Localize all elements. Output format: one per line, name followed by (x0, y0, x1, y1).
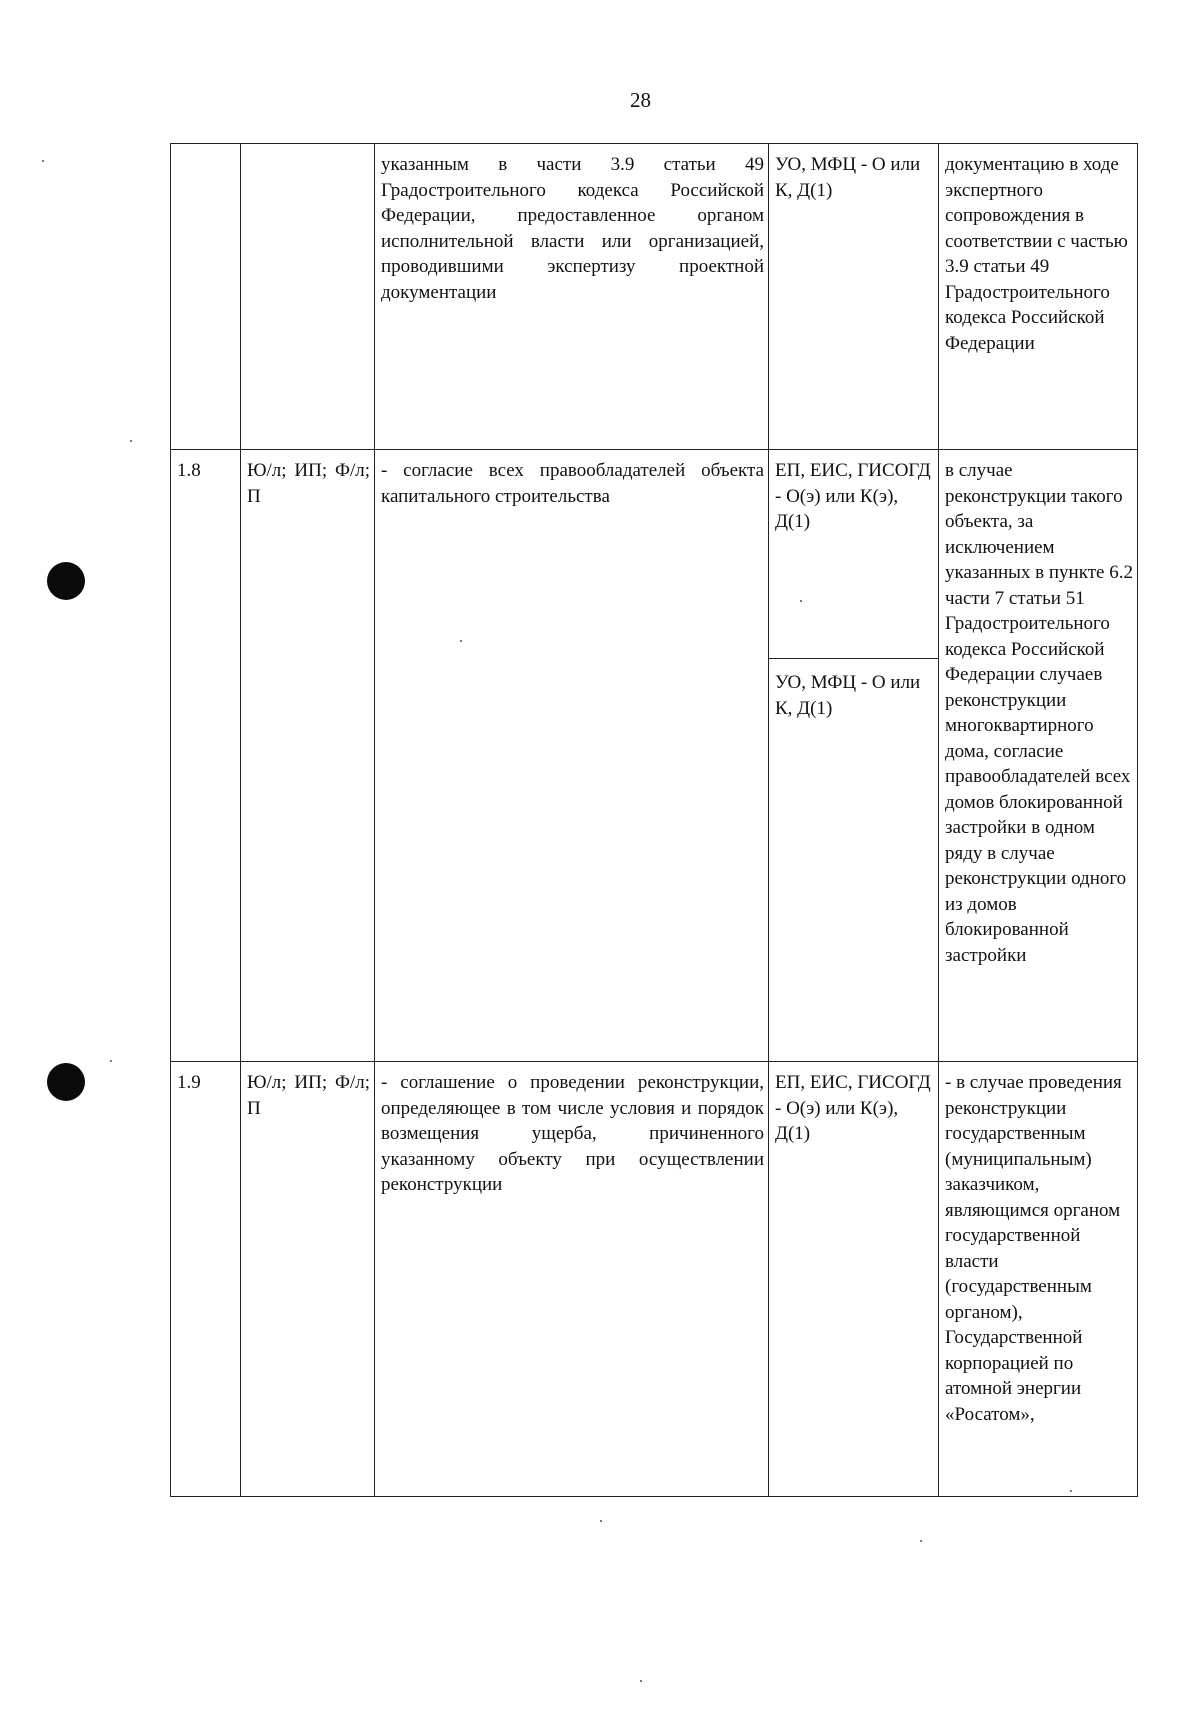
requirements-table (170, 143, 1138, 1497)
submission-method-cell: ЕП, ЕИС, ГИСОГД - О(э) или К(э), Д(1) (769, 1062, 939, 1497)
table-row (171, 144, 1138, 450)
scan-speck (600, 1520, 602, 1522)
submission-method-paper: УО, МФЦ - О или К, Д(1) (775, 672, 921, 719)
row-number-cell: 1.8 (171, 450, 241, 1062)
applicant-cell (241, 144, 375, 450)
document-cell: - согласие всех правообладателей объекта капитального строительства (375, 450, 769, 1062)
scan-speck (42, 160, 44, 162)
cell-divider (769, 658, 939, 659)
condition-cell: в случае реконструкции такого объекта, за исключением указанных в пункте 6.2 части 7 статьи 51 Градостроительного кодекса Российской Федерации случаев реконструкции многоквартирного дома, согласие правообладателей всех домов блокированной застройки в одном ряду в случае реконструкции одного из домов блокированной застройки (939, 450, 1138, 1062)
submission-method-cell: УО, МФЦ - О или К, Д(1) (769, 144, 939, 450)
table-row (171, 450, 1138, 1062)
applicant-cell: Ю/л; ИП; Ф/л; П (241, 1062, 375, 1497)
punch-hole-bottom (47, 1063, 85, 1101)
scan-speck (800, 600, 802, 602)
scan-speck (130, 440, 132, 442)
submission-method-electronic: ЕП, ЕИС, ГИСОГД - О(э) или К(э), Д(1) (775, 460, 931, 532)
scan-speck (1070, 1490, 1072, 1492)
row-number-cell (171, 144, 241, 450)
condition-cell: документацию в ходе экспертного сопровождения в соответствии с частью 3.9 статьи 49 Градостроительного кодекса Российской Федерации (939, 144, 1138, 450)
scan-speck (640, 1680, 642, 1682)
applicant-cell: Ю/л; ИП; Ф/л; П (241, 450, 375, 1062)
document-cell: указанным в части 3.9 статьи 49 Градостроительного кодекса Российской Федерации, предоставленное органом исполнительной власти или организацией, проводившими экспертизу проектной документации (375, 144, 769, 450)
submission-method-cell (769, 450, 939, 1062)
scan-speck (110, 1060, 112, 1062)
scan-speck (920, 1540, 922, 1542)
scan-speck (460, 640, 462, 642)
document-cell: - соглашение о проведении реконструкции, определяющее в том числе условия и порядок возмещения ущерба, причиненного указанному объекту при осуществлении реконструкции (375, 1062, 769, 1497)
table-row (171, 1062, 1138, 1497)
condition-cell: - в случае проведения реконструкции государственным (муниципальным) заказчиком, являющимся органом государственной власти (государственным органом), Государственной корпорацией по атомной энергии «Росатом», (939, 1062, 1138, 1497)
page-number: 28 (630, 88, 651, 112)
punch-hole-top (47, 562, 85, 600)
row-number-cell: 1.9 (171, 1062, 241, 1497)
